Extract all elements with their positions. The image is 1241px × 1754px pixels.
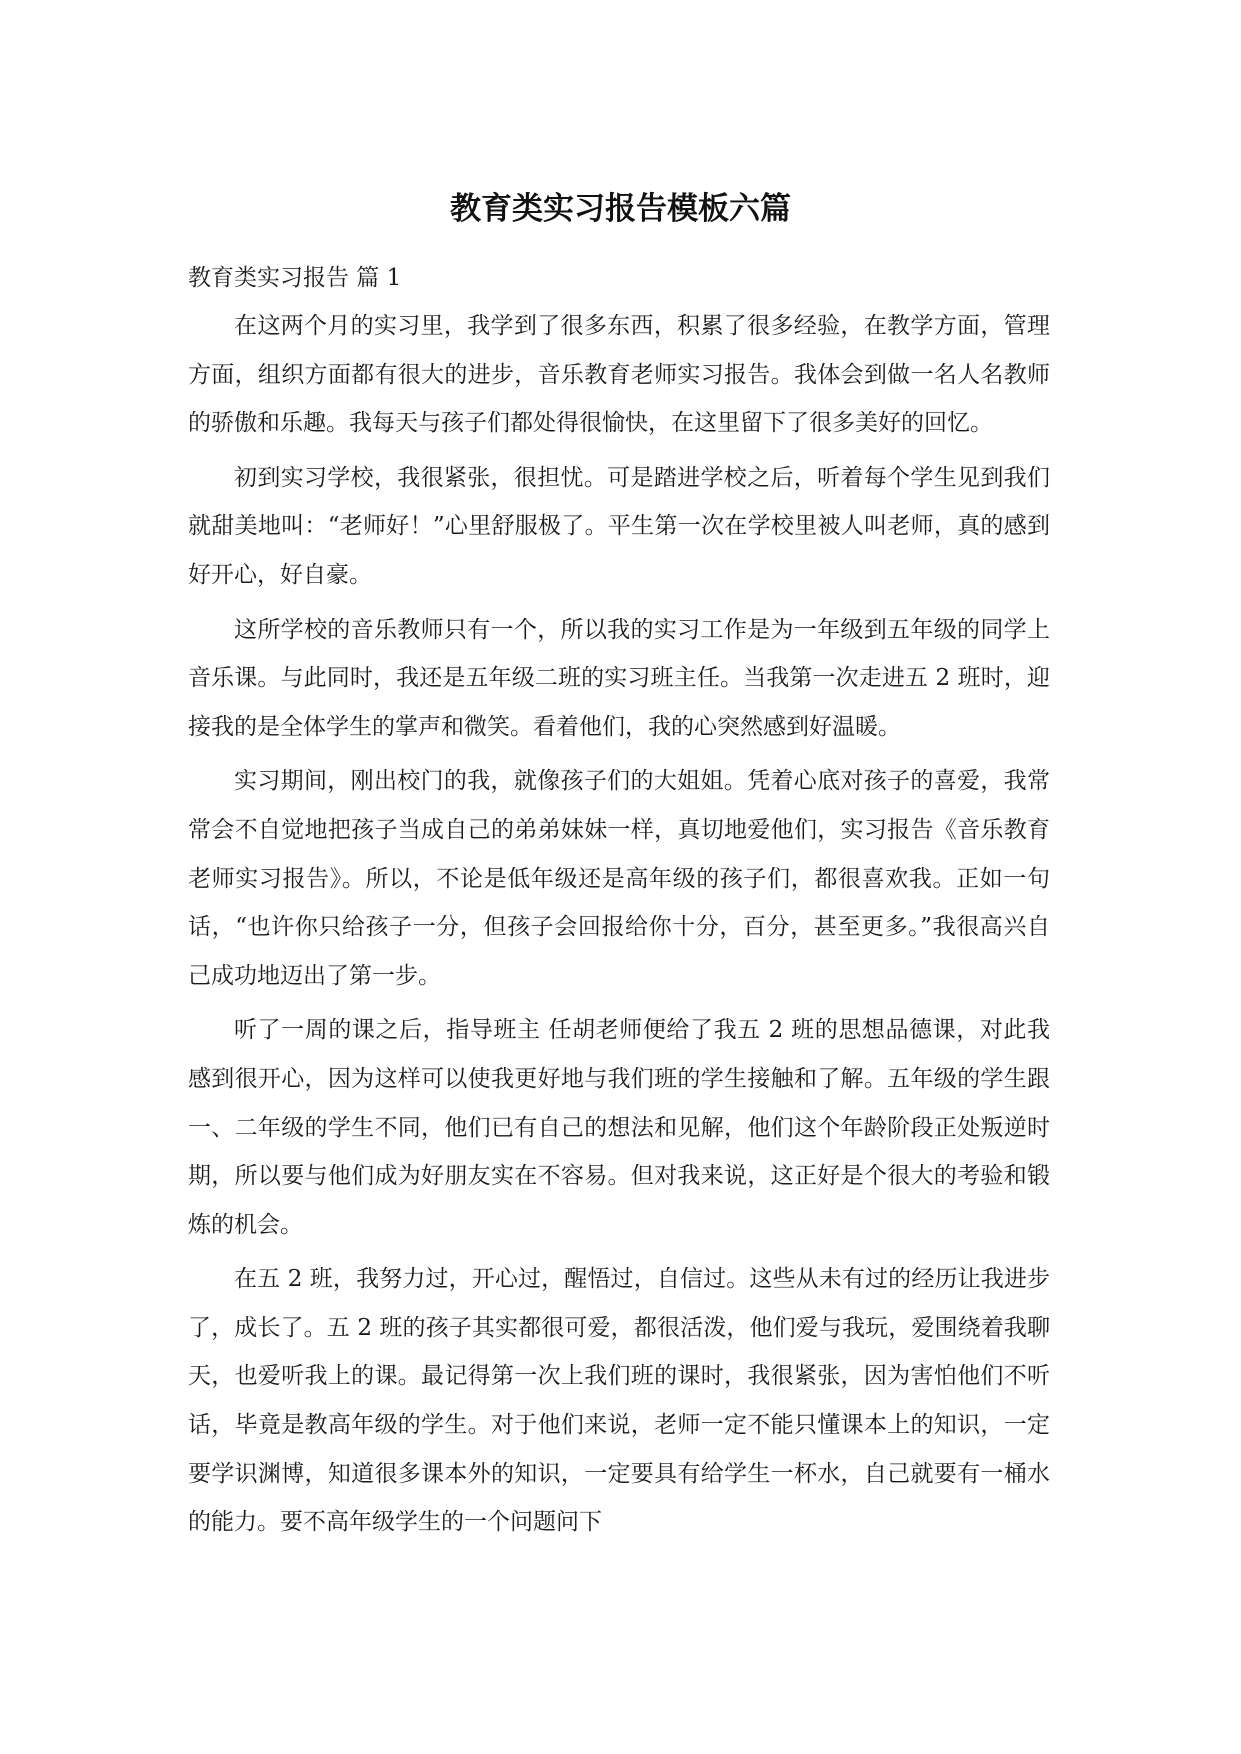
paragraph-6: 在五 2 班，我努力过，开心过，醒悟过，自信过。这些从未有过的经历让我进步了，成长了。五 2 班的孩子其实都很可爱，都很活泼，他们爱与我玩，爱围绕着我聊天，也爱听我上的课。最记得第一次上我们班的课时，我很紧张，因为害怕他们不听话，毕竟是教高年级的学生。对于他们来说，老师一定不能只懂课本上的知识，一定要学识渊博，知道很多课本外的知识，一定要具有给学生一杯水，自己就要有一桶水的能力。要不高年级学生的一个问题问下 xyxy=(188,1266,1050,1536)
paragraph-2: 初到实习学校，我很紧张，很担忧。可是踏进学校之后，听着每个学生见到我们就甜美地叫：“老师好！”心里舒服极了。平生第一次在学校里被人叫老师，真的感到好开心，好自豪。 xyxy=(188,464,1050,588)
section-heading: 教育类实习报告 篇 1 xyxy=(188,265,402,291)
paragraph-1: 在这两个月的实习里，我学到了很多东西，积累了很多经验，在教学方面，管理方面，组织方面都有很大的进步，音乐教育老师实习报告。我体会到做一名人名教师的骄傲和乐趣。我每天与孩子们都处得很愉快，在这里留下了很多美好的回忆。 xyxy=(188,313,1050,437)
document-title: 教育类实习报告模板六篇 xyxy=(450,191,791,227)
paragraph-5: 听了一周的课之后，指导班主 任胡老师便给了我五 2 班的思想品德课，对此我感到很开心，因为这样可以使我更好地与我们班的学生接触和了解。五年级的学生跟一、二年级的学生不同，他们已有自己的想法和见解，他们这个年龄阶段正处叛逆时期，所以要与他们成为好朋友实在不容易。但对我来说，这正好是个很大的考验和锻炼的机会。 xyxy=(188,1017,1050,1238)
paragraph-3: 这所学校的音乐教师只有一个，所以我的实习工作是为一年级到五年级的同学上音乐课。与此同时，我还是五年级二班的实习班主任。当我第一次走进五 2 班时，迎接我的是全体学生的掌声和微笑。看着他们，我的心突然感到好温暖。 xyxy=(188,616,1050,740)
paragraph-4: 实习期间，刚出校门的我，就像孩子们的大姐姐。凭着心底对孩子的喜爱，我常常会不自觉地把孩子当成自己的弟弟妹妹一样，真切地爱他们，实习报告《音乐教育老师实习报告》。所以，不论是低年级还是高年级的孩子们，都很喜欢我。正如一句话，“也许你只给孩子一分，但孩子会回报给你十分，百分，甚至更多。”我很高兴自己成功地迈出了第一步。 xyxy=(188,768,1050,989)
document-body xyxy=(188,254,1050,1553)
